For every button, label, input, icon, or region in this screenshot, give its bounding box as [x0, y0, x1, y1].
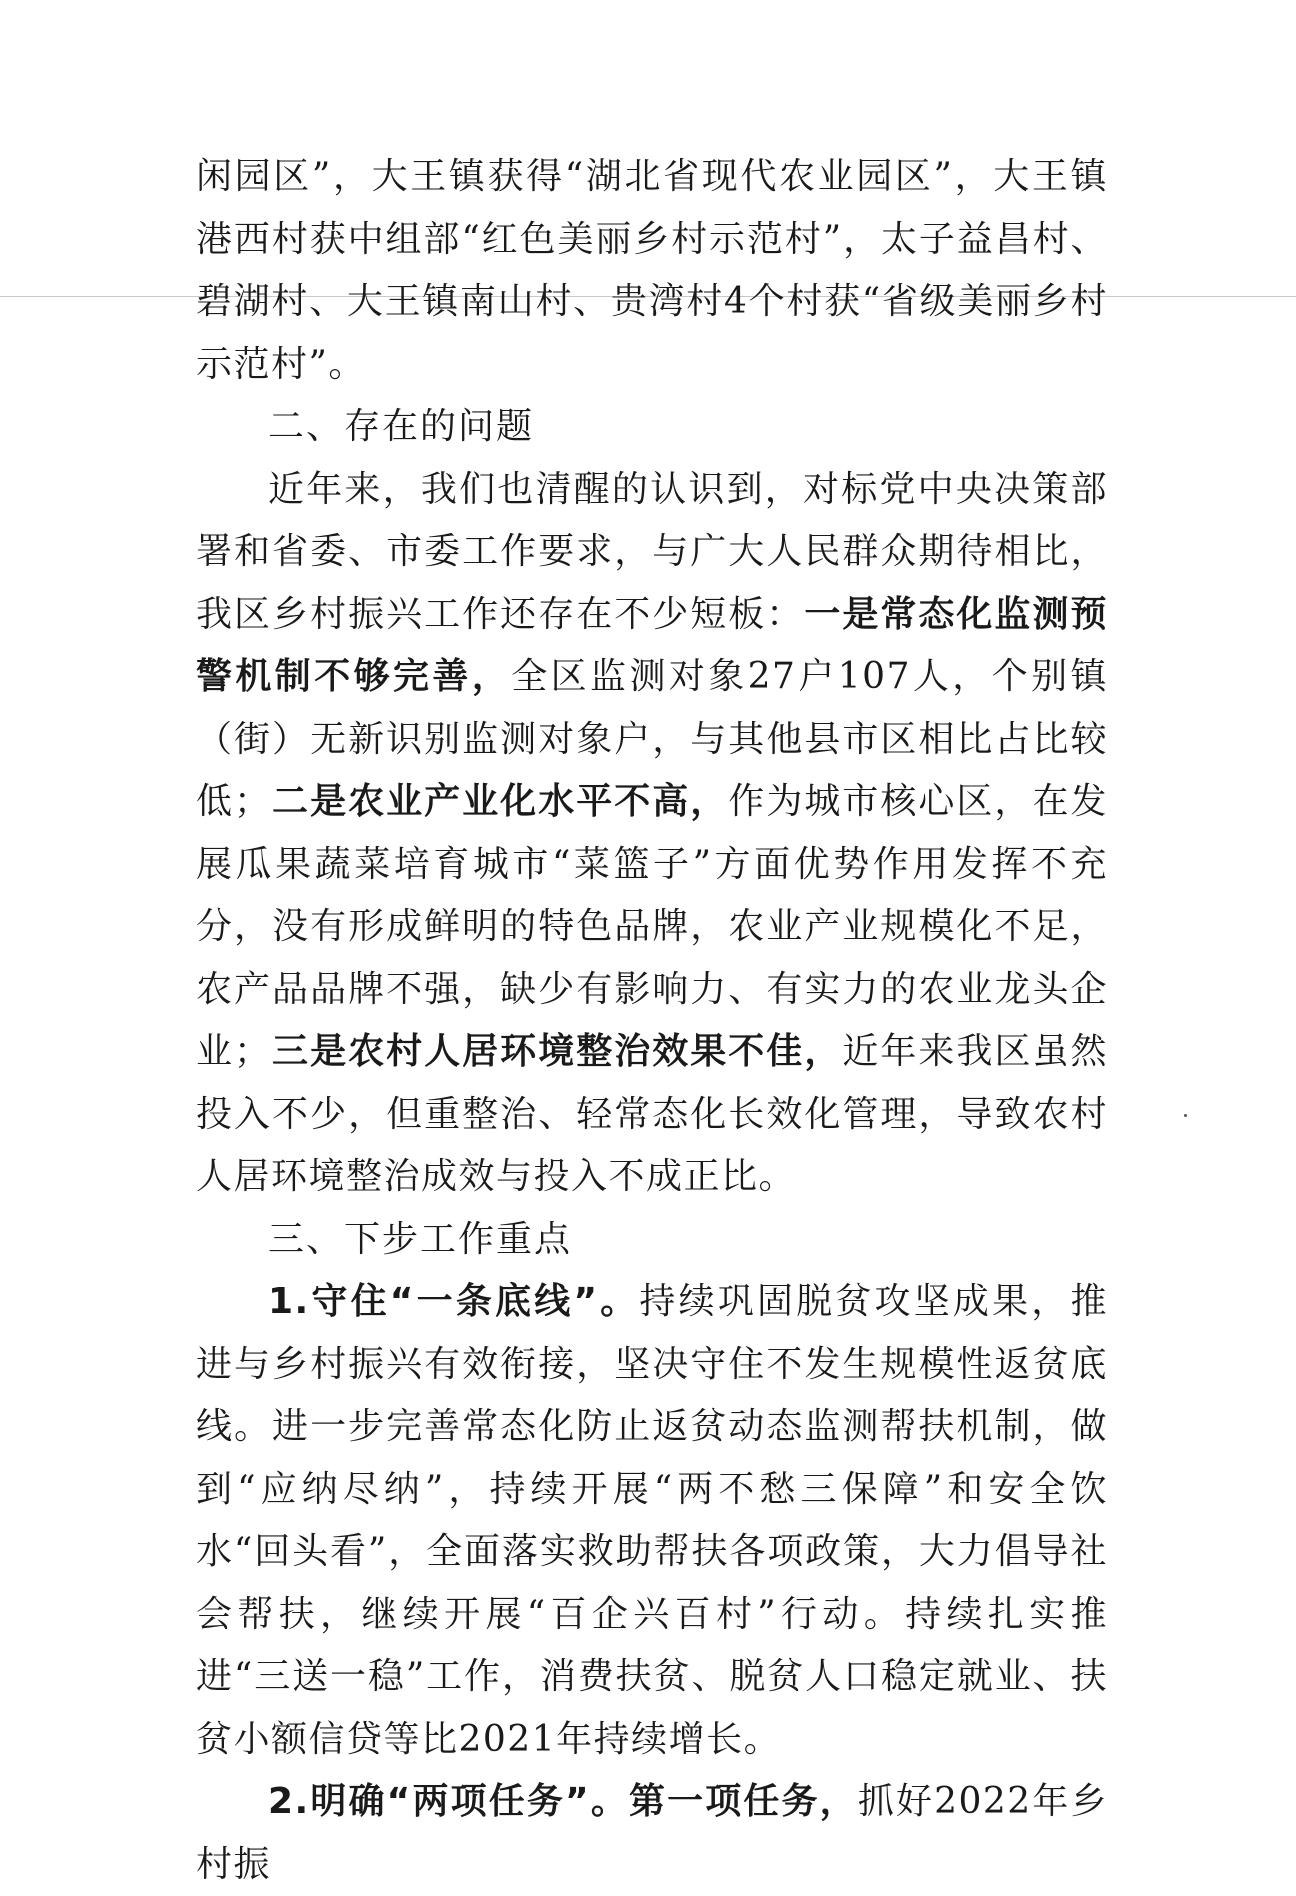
- bold-run: 一是常态化监测预警机制不够完善，: [196, 593, 1108, 697]
- bold-run: 三是农村人居环境整治效果不佳，: [271, 1031, 843, 1072]
- paragraph-problems: [196, 459, 1108, 1209]
- text-run: 作为城市核心区，在发展瓜果蔬菜培育城市“菜篮子”方面优势作用发挥不充分，没有形成鲜明的特色品牌，农业产业规模化不足，农产品品牌不强，缺少有影响力、有实力的农业龙头企业；: [196, 781, 1108, 1072]
- bold-run: 1.守住“一条底线”。: [268, 1281, 640, 1322]
- text-run: 持续巩固脱贫攻坚成果，推进与乡村振兴有效衔接，坚决守住不发生规模性返贫底线。进一步完善常态化防止返贫动态监测帮扶机制，做到“应纳尽纳”，持续开展“两不愁三保障”和安全饮水“回头看”，全面落实救助帮扶各项政策，大力倡导社会帮扶，继续开展“百企兴百村”行动。持续扎实推进“三送一稳”工作，消费扶贫、脱贫人口稳定就业、扶贫小额信贷等比2021年持续增长。: [196, 1281, 1108, 1760]
- text-run: 近年来我区虽然投入不少，但重整治、轻常态化长效化管理，导致农村人居环境整治成效与投入不成正比。: [196, 1031, 1108, 1197]
- text-run: 近年来，我们也清醒的认识到，对标党中央决策部署和省委、市委工作要求，与广大人民群众期待相比，我区乡村振兴工作还存在不少短板：: [196, 468, 1108, 635]
- text-run: 抓好2022年乡村振: [196, 1781, 1108, 1885]
- section-heading-next-steps: 三、下步工作重点: [268, 1218, 573, 1260]
- scan-speck: [1184, 1114, 1187, 1117]
- paragraph-item-2: [196, 1771, 1108, 1896]
- bold-run: 2.明确“两项任务”。第一项任务，: [268, 1781, 858, 1822]
- text-run: 全区监测对象27户107人，个别镇（街）无新识别监测对象户，与其他县市区相比占比较低；: [196, 656, 1108, 822]
- paragraph-item-1: [196, 1271, 1108, 1771]
- section-heading-problems: 二、存在的问题: [268, 406, 535, 447]
- paragraph-continuation: 闲园区”，大王镇获得“湖北省现代农业园区”，大王镇港西村获中组部“红色美丽乡村示范村”，太子益昌村、碧湖村、大王镇南山村、贵湾村4个村获“省级美丽乡村示范村”。: [196, 156, 1108, 385]
- document-body: [196, 146, 1108, 1896]
- bold-run: 二是农业产业化水平不高，: [271, 781, 729, 822]
